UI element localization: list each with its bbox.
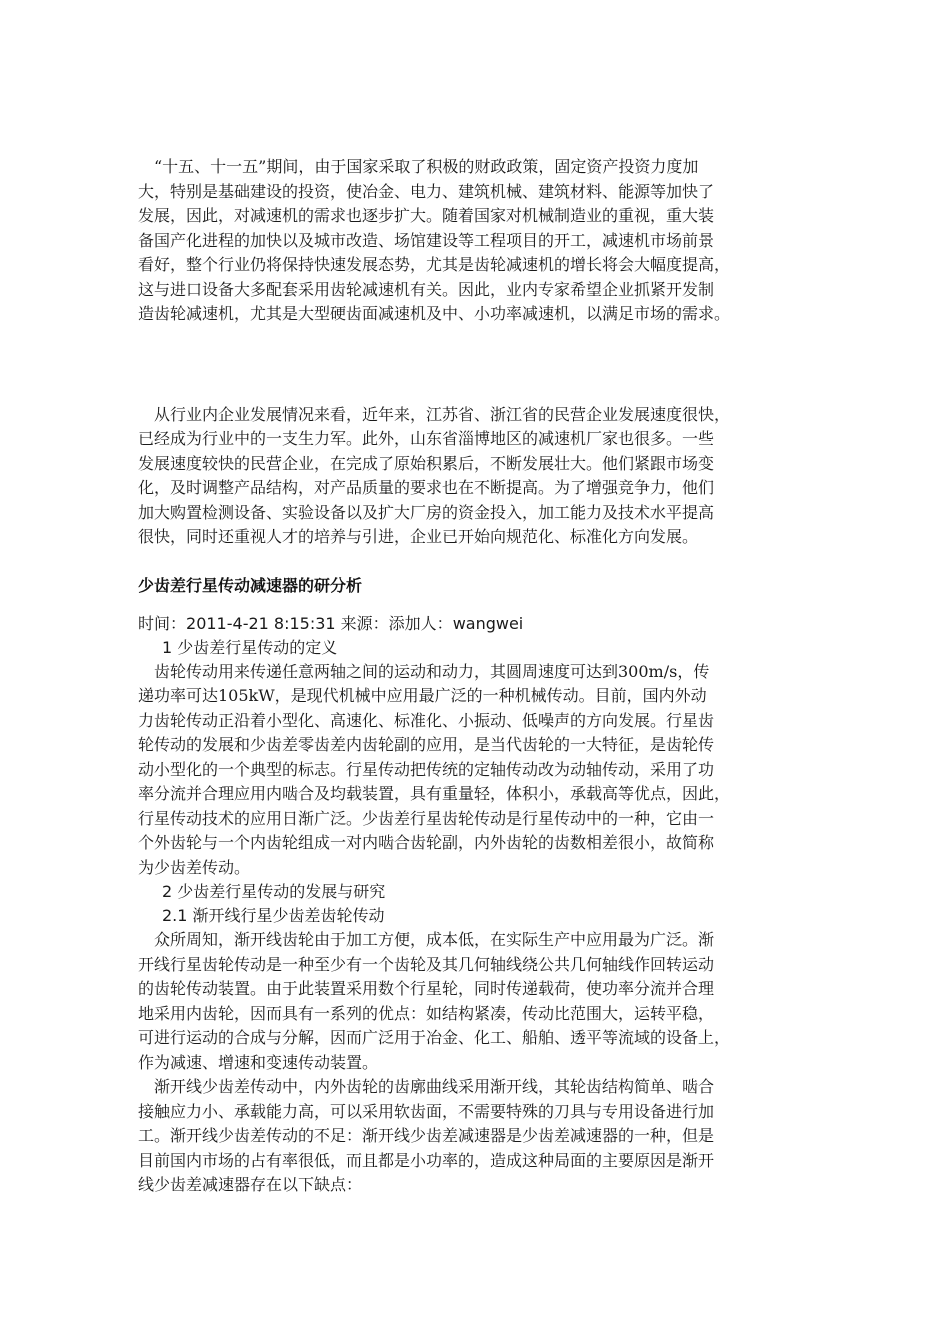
section-title: 少齿差行星传动的发展与研究 <box>172 882 386 901</box>
text-line: 渐开线少齿差传动中，内外齿轮的齿廓曲线采用渐开线，其轮齿结构简单、啮合 <box>138 1077 715 1096</box>
text-line: 这与进口设备大多配套采用齿轮减速机有关。因此，业内专家希望企业抓紧开发制 <box>138 279 715 299</box>
text-line: 齿轮传动用来传递任意两轴之间的运动和动力，其圆周速度可达到300m/s，传 <box>138 661 710 681</box>
text-line: 化，及时调整产品结构，对产品质量的要求也在不断提高。为了增强竞争力，他们 <box>138 478 715 497</box>
document-page <box>138 155 850 1198</box>
text-line: 作为减速、增速和变速传动装置。 <box>138 1052 379 1072</box>
text-line: 大，特别是基础建设的投资，使冶金、电力、建筑机械、建筑材料、能源等加快了 <box>138 181 715 201</box>
text-line: 率分流并合理应用内啮合及均载装置，具有重量轻，体积小，承载高等优点，因此， <box>138 784 731 803</box>
meta-time: 2011-4-21 8:15:31 <box>186 613 336 633</box>
section-heading-2 <box>138 880 850 904</box>
article-title: 少齿差行星传动减速器的研分析 <box>138 575 363 595</box>
text-line: 很快，同时还重视人才的培养与引进，企业已开始向规范化、标准化方向发展。 <box>138 527 699 546</box>
text-line: 接触应力小、承载能力高，可以采用软齿面，不需要特殊的刀具与专用设备进行加 <box>138 1101 715 1121</box>
section-title: 少齿差行星传动的定义 <box>172 637 338 657</box>
text-line: 备国产化进程的加快以及城市改造、场馆建设等工程项目的开工，减速机市场前景 <box>138 230 715 250</box>
text-line: 为少齿差传动。 <box>138 857 251 877</box>
text-line: 从行业内企业发展情况来看，近年来，江苏省、浙江省的民营企业发展速度很快， <box>138 404 731 424</box>
text-line: 众所周知，渐开线齿轮由于加工方便，成本低，在实际生产中应用最为广泛。渐 <box>138 930 715 949</box>
meta-author: wangwei <box>452 613 524 633</box>
text-line: 行星传动技术的应用日渐广泛。少齿差行星齿轮传动是行星传动中的一种，它由一 <box>138 808 715 828</box>
paragraph-industry-development <box>138 403 850 550</box>
text-line: 造齿轮减速机，尤其是大型硬齿面减速机及中、小功率减速机，以满足市场的需求。 <box>138 304 731 323</box>
text-line: 力齿轮传动正沿着小型化、高速化、标准化、小振动、低噪声的方向发展。行星齿 <box>138 710 715 730</box>
meta-source: 来源：添加人： <box>335 613 453 633</box>
paragraph-market-demand <box>138 155 850 327</box>
spacer <box>138 550 850 574</box>
text-line: 已经成为行业中的一支生力军。此外，山东省淄博地区的减速机厂家也很多。一些 <box>138 429 715 448</box>
text-line: 个外齿轮与一个内齿轮组成一对内啮合齿轮副，内外齿轮的齿数相差很小，故简称 <box>138 833 715 852</box>
text-line: 目前国内市场的占有率很低，而且都是小功率的，造成这种局面的主要原因是渐开 <box>138 1150 715 1170</box>
section-number: 1 <box>162 637 173 657</box>
text-line: “十五、十一五”期间，由于国家采取了积极的财政政策，固定资产投资力度加 <box>138 157 699 176</box>
section-heading-1 <box>138 636 850 660</box>
section-number: 2 <box>162 882 173 901</box>
paragraph-involute-shortcomings <box>138 1075 850 1198</box>
article-meta <box>138 612 850 636</box>
section-number: 2.1 <box>162 906 188 925</box>
text-line: 的齿轮传动装置。由于此装置采用数个行星轮，同时传递载荷，使功率分流并合理 <box>138 979 715 998</box>
text-line: 发展速度较快的民营企业，在完成了原始积累后，不断发展壮大。他们紧跟市场变 <box>138 453 715 473</box>
text-line: 地采用内齿轮，因而具有一系列的优点：如结构紧凑，传动比范围大，运转平稳， <box>138 1003 715 1023</box>
section-heading-2-1 <box>138 904 850 928</box>
section-title: 渐开线行星少齿差齿轮传动 <box>187 906 385 925</box>
text-line: 工。渐开线少齿差传动的不足：渐开线少齿差减速器是少齿差减速器的一种，但是 <box>138 1126 715 1145</box>
text-line: 动小型化的一个典型的标志。行星传动把传统的定轴传动改为动轴传动，采用了功 <box>138 759 715 779</box>
text-line: 开线行星齿轮传动是一种至少有一个齿轮及其几何轴线绕公共几何轴线作回转运动 <box>138 954 715 974</box>
paragraph-involute-planetary <box>138 928 850 1075</box>
meta-time-label: 时间： <box>138 613 187 633</box>
text-line: 可进行运动的合成与分解，因而广泛用于冶金、化工、船舶、透平等流域的设备上， <box>138 1028 731 1047</box>
spacer <box>138 327 850 403</box>
text-line: 看好，整个行业仍将保持快速发展态势，尤其是齿轮减速机的增长将会大幅度提高， <box>138 255 731 274</box>
paragraph-definition <box>138 660 850 881</box>
text-line: 递功率可达105kW，是现代机械中应用最广泛的一种机械传动。目前，国内外动 <box>138 686 707 705</box>
text-line: 加大购置检测设备、实验设备以及扩大厂房的资金投入，加工能力及技术水平提高 <box>138 502 715 522</box>
text-line: 发展，因此，对减速机的需求也逐步扩大。随着国家对机械制造业的重视，重大装 <box>138 206 715 225</box>
text-line: 轮传动的发展和少齿差零齿差内齿轮副的应用，是当代齿轮的一大特征，是齿轮传 <box>138 735 715 754</box>
text-line: 线少齿差减速器存在以下缺点： <box>138 1175 363 1194</box>
